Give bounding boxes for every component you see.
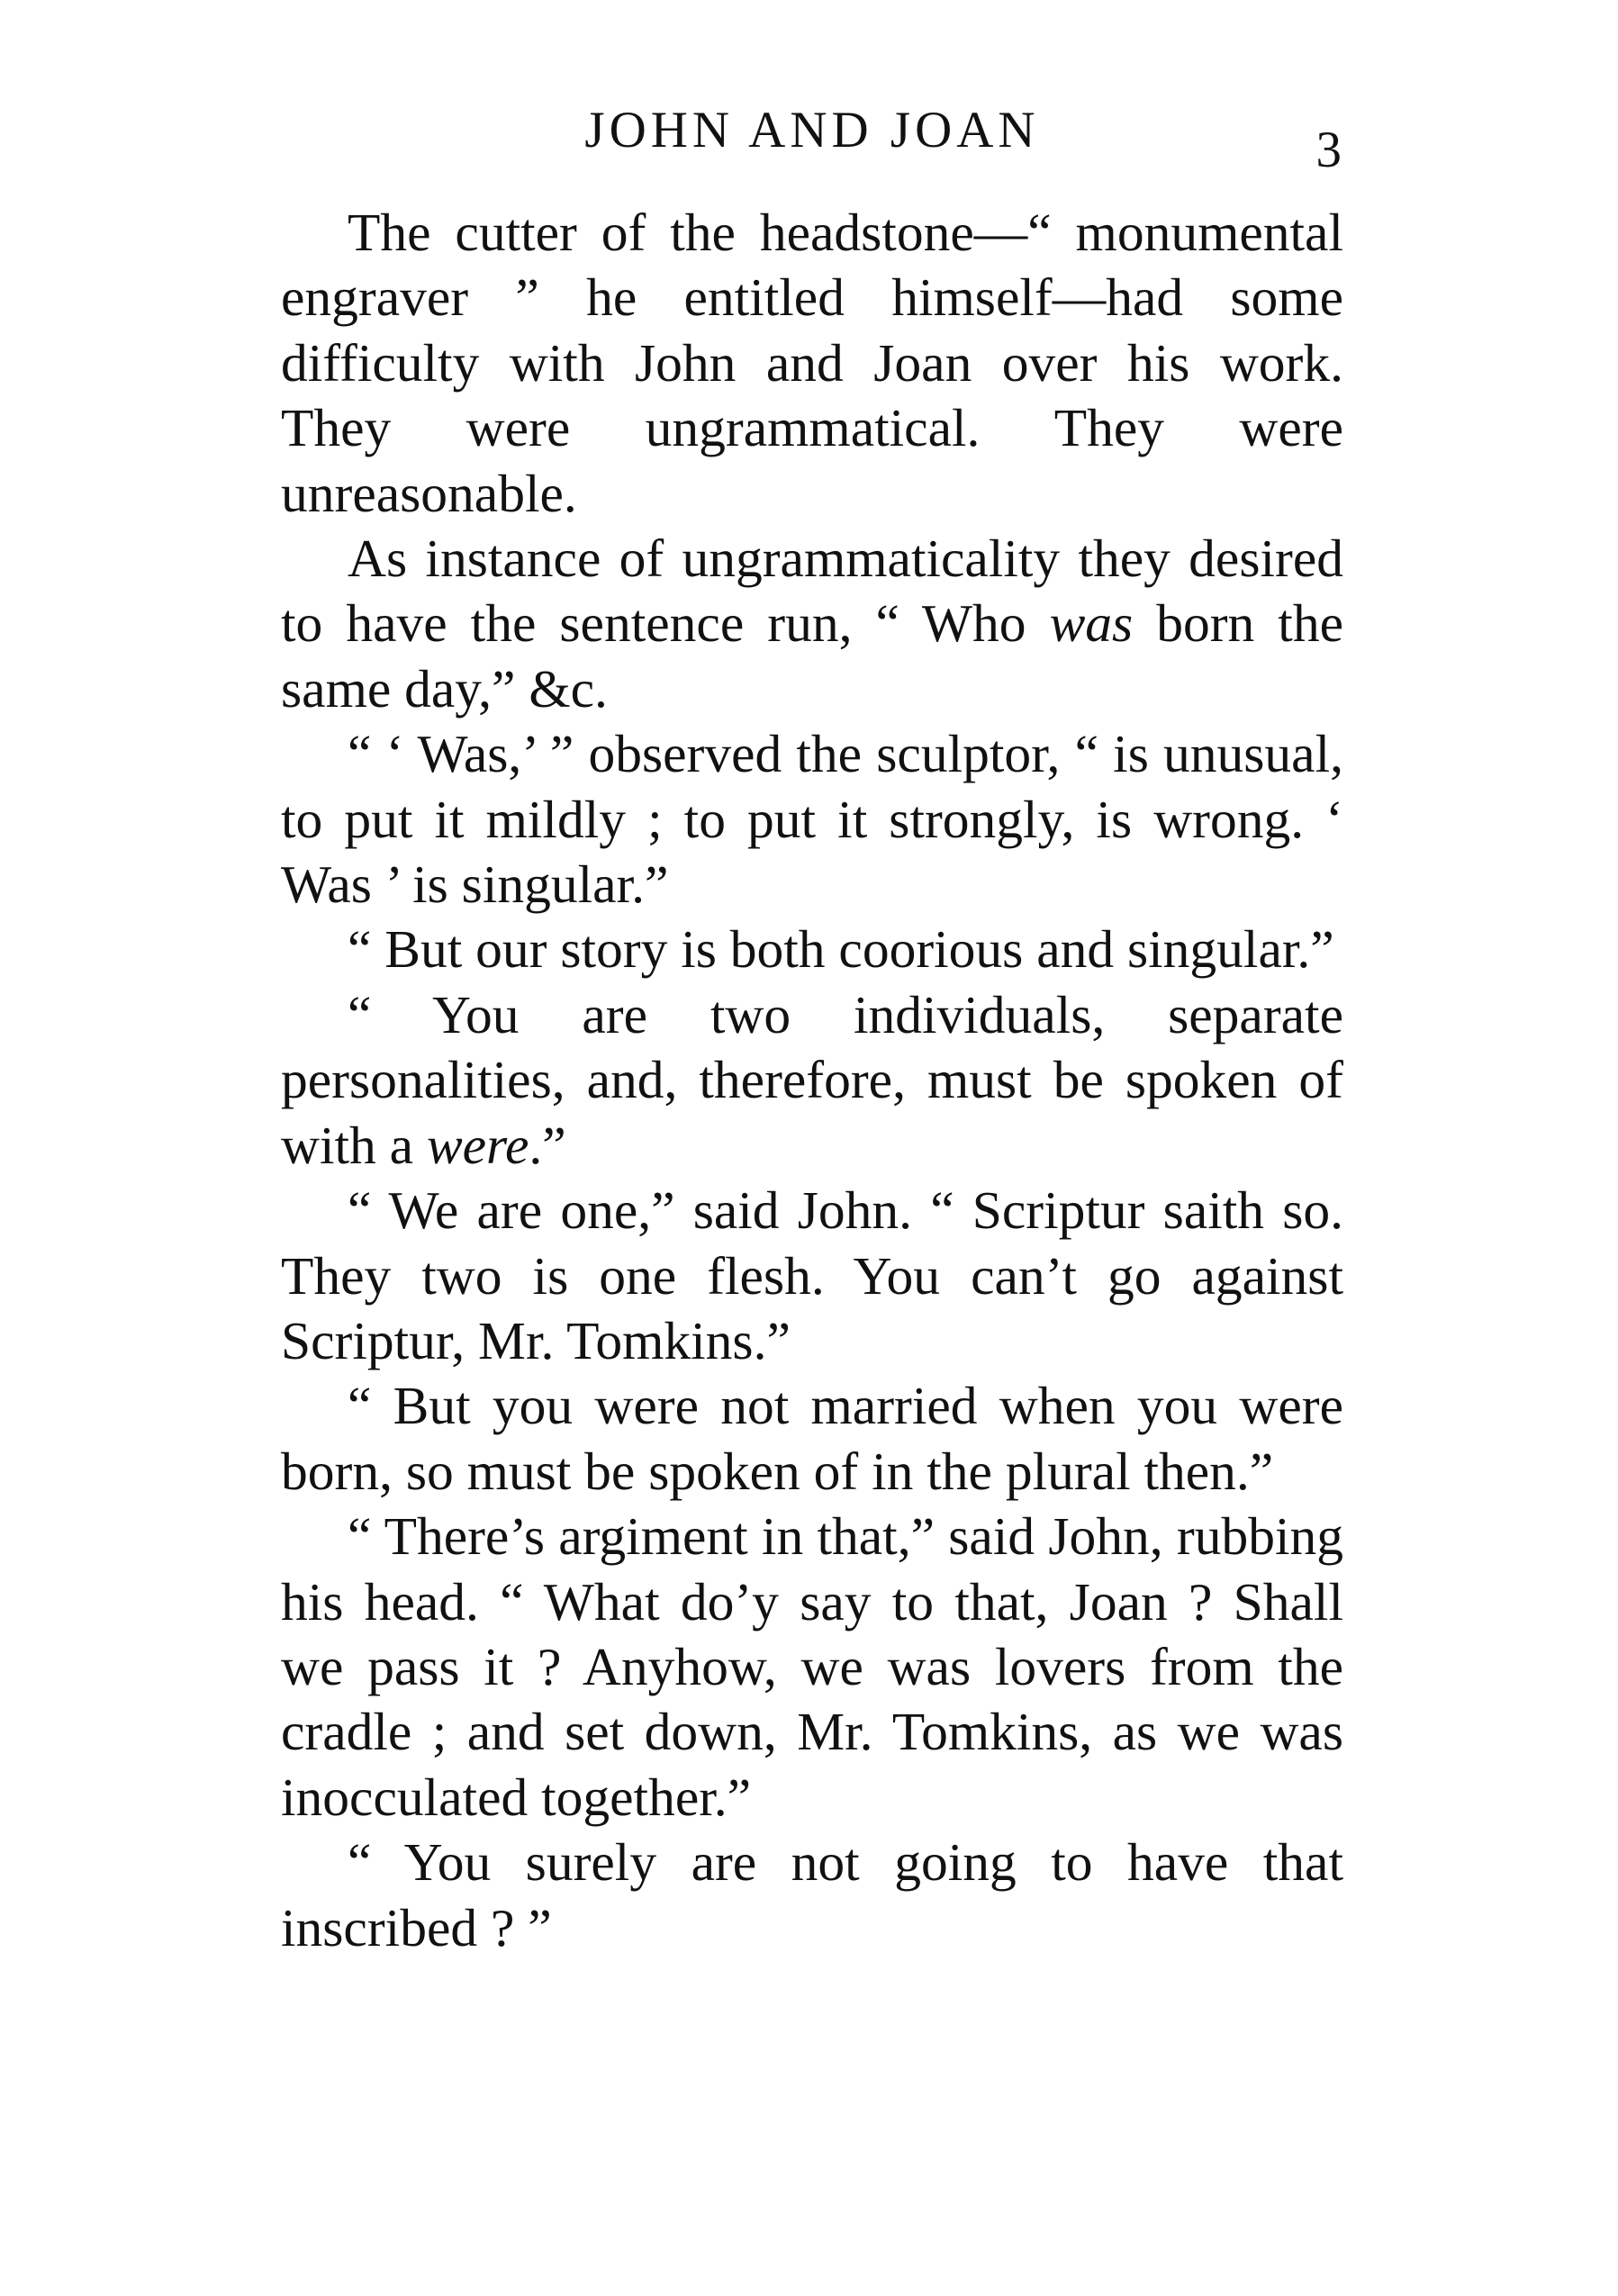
paragraph — [281, 721, 1343, 917]
paragraph — [281, 1830, 1343, 1960]
paragraph — [281, 1373, 1343, 1504]
paragraph — [281, 1178, 1343, 1373]
paragraph — [281, 200, 1343, 526]
italic-text-segment: was — [1049, 593, 1134, 654]
paragraph — [281, 982, 1343, 1178]
running-head — [281, 99, 1343, 182]
paragraph — [281, 526, 1343, 721]
book-page — [281, 99, 1343, 2170]
text-segment: born the same day,” &c. — [281, 593, 1343, 719]
body-text — [281, 200, 1343, 1960]
text-segment: The cutter of the headstone—“ monumental engraver ” he entitled himself—had some difficulty with John and Joan over his work. They were ungrammatical. They were unreasonable. — [281, 203, 1343, 523]
text-segment: “ We are one,” said John. “ Scriptur saith so. They two is one flesh. You can’t go against Scriptur, Mr. Tomkins.” — [281, 1180, 1343, 1370]
page-number: 3 — [1315, 122, 1342, 178]
running-title: JOHN AND JOAN — [584, 102, 1040, 158]
text-segment: “ But you were not married when you were born, so must be spoken of in the plural then.” — [281, 1376, 1343, 1501]
italic-text-segment: were — [426, 1115, 529, 1175]
text-segment: “ You are two individuals, separate personalities, and, therefore, must be spoken of with a — [281, 984, 1343, 1175]
paragraph — [281, 1504, 1343, 1830]
text-segment: “ ‘ Was,’ ” observed the sculptor, “ is unusual, to put it mildly ; to put it strongly, is wrong. ‘ Was ’ is singular.” — [281, 724, 1343, 915]
text-segment: As instance of ungrammaticality they desired to have the sentence run, “ Who — [281, 529, 1343, 654]
text-segment: .” — [529, 1115, 566, 1175]
text-segment: “ You surely are not going to have that inscribed ? ” — [281, 1832, 1343, 1957]
text-segment: “ But our story is both coorious and singular.” — [348, 919, 1334, 980]
paragraph — [281, 917, 1343, 981]
text-segment: “ There’s argiment in that,” said John, rubbing his head. “ What do’y say to that, Joan ? Shall we pass it ? Anyhow, we was lovers from the cradle ; and set down, Mr. Tomkins, as we was inocculated together.” — [281, 1506, 1343, 1827]
